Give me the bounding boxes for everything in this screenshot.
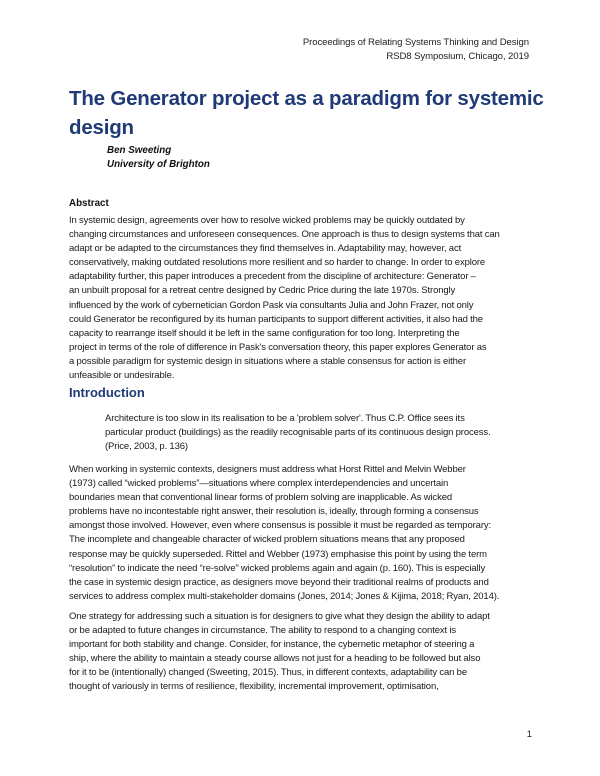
- quote-line: particular product (buildings) as the readily recognisable parts of its continuous design process.: [105, 427, 491, 439]
- paragraph-line: thought of variously in terms of resilience, flexibility, incremental improvement, optimisation,: [69, 681, 439, 693]
- paragraph-line: response may be quickly superseded. Rittel and Webber (1973) emphasise this point by using the term: [69, 548, 487, 560]
- symposium-info: RSD8 Symposium, Chicago, 2019: [386, 51, 529, 62]
- paragraph-line: The incomplete and changeable character of wicked problem situations means that any proposed: [69, 534, 465, 546]
- paragraph-line: or be adapted to future changes in circumstance. The ability to respond to a changing context is: [69, 625, 456, 637]
- abstract-line: changing circumstances and unforeseen consequences. One approach is thus to design systems that can: [69, 229, 500, 241]
- paper-title-line-1: The Generator project as a paradigm for systemic: [69, 87, 544, 110]
- abstract-line: adaptability further, this paper introduces a precedent from the discipline of architecture: Generator –: [69, 271, 476, 283]
- proceedings-title: Proceedings of Relating Systems Thinking and Design: [302, 37, 529, 48]
- abstract-line: influenced by the work of cybernetician Gordon Pask via consultants Julia and John Frazer, not only: [69, 299, 474, 311]
- paragraph-line: services to address complex multi-stakeholder domains (Jones, 2014; Jones & Kijima, 2018; Ryan, 2014).: [69, 590, 500, 602]
- page-number: 1: [526, 729, 532, 740]
- paragraph-line: important for both stability and change. Consider, for instance, the cybernetic metaphor of steering a: [69, 639, 475, 651]
- abstract-line: In systemic design, agreements over how to resolve wicked problems may be quickly outdated by: [69, 215, 465, 226]
- abstract-line: an unbuilt proposal for a retreat centre designed by Cedric Price during the late 1970s. Strongly: [69, 285, 456, 297]
- abstract-paragraph: [69, 214, 537, 383]
- paragraph-line: problems have no incontestable right answer, their resolution is, ideally, through forming a consensus: [69, 506, 479, 518]
- paper-title-line-2: design: [69, 116, 134, 139]
- abstract-line: could Generator be reconfigured by its human participants to support different activities, it also had the: [69, 313, 483, 325]
- quote-line: Architecture is too slow in its realisation to be a 'problem solver'. Thus C.P. Office sees its: [105, 413, 465, 424]
- abstract-line: project in terms of the role of difference in Pask's conversation theory, this paper explores Generator as: [69, 341, 487, 353]
- running-header: [303, 36, 529, 64]
- abstract-line: adapt or be adapted to the circumstances they find themselves in. Adaptability may, however, act: [69, 243, 462, 255]
- paragraph-line: for it to be (intentionally) changed (Sweeting, 2015). Thus, in different contexts, adaptability can be: [69, 667, 467, 679]
- paragraph-line: ship, where the ability to maintain a steady course allows not just for a heading to be followed but also: [69, 653, 481, 665]
- paragraph-line: amongst those involved. However, even where consensus is possible it must be regarded as temporary:: [69, 520, 492, 532]
- quote-line: (Price, 2003, p. 136): [105, 441, 188, 453]
- introduction-paragraph-1: [69, 463, 537, 604]
- abstract-line: a possible paradigm for systemic design in situations where a stable consensus for action is either: [69, 355, 466, 367]
- author-affiliation: University of Brighton: [107, 159, 210, 170]
- paragraph-line: One strategy for addressing such a situation is for designers to give what they design the ability to adapt: [69, 611, 490, 622]
- introduction-paragraph-2: [69, 610, 537, 695]
- paragraph-line: (1973) called “wicked problems”—situations where complex interdependencies and uncertain: [69, 478, 449, 490]
- paper-title: [69, 84, 544, 142]
- author-block: [107, 144, 210, 172]
- paragraph-line: the case in systemic design practice, as designers move beyond their traditional realms of products and: [69, 576, 489, 588]
- author-name: Ben Sweeting: [107, 145, 172, 156]
- abstract-line: capacity to rearrange itself should it be left in the same configuration for too long. Interpreting the: [69, 327, 460, 339]
- abstract-line: conservatively, making outdated resolutions more resilient and so harder to change. In order to explore: [69, 257, 486, 269]
- paragraph-line: “resolution” to indicate the need “re-solve” wicked problems again and again (p. 160). This is especially: [69, 562, 486, 574]
- introduction-heading: Introduction: [69, 385, 145, 400]
- abstract-label: Abstract: [69, 198, 109, 209]
- paragraph-line: When working in systemic contexts, designers must address what Horst Rittel and Melvin Webber: [69, 464, 466, 475]
- paragraph-line: boundaries mean that conventional linear forms of problem solving are inapplicable. As wicked: [69, 492, 453, 504]
- epigraph-quote: [105, 412, 537, 454]
- abstract-line: unfeasible or undesirable.: [69, 370, 175, 382]
